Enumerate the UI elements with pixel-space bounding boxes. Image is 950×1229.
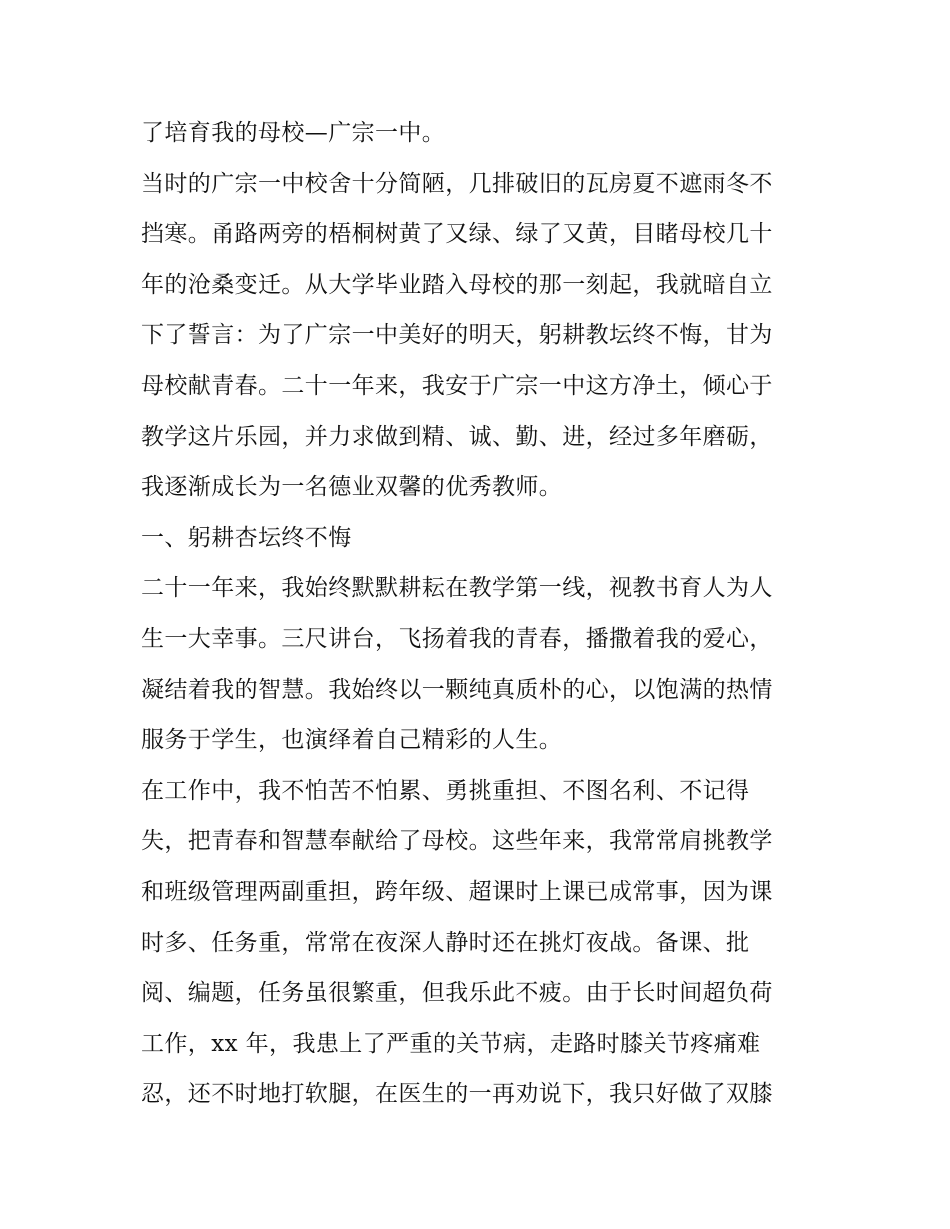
text-line: 生一大幸事。三尺讲台，飞扬着我的青春，播撒着我的爱心， (141, 625, 773, 652)
text-line: 失，把青春和智慧奉献给了母校。这些年来，我常常肩挑教学 (141, 828, 773, 855)
text-line: 教学这片乐园，并力求做到精、诚、勤、进，经过多年磨砺， (141, 423, 773, 450)
text-line: 和班级管理两副重担，跨年级、超课时上课已成常事，因为课 (141, 878, 773, 905)
text-line: 服务于学生，也演绎着自己精彩的人生。 (141, 727, 563, 754)
text-line: 时多、任务重，常常在夜深人静时还在挑灯夜战。备课、批 (141, 929, 750, 956)
text-line: 工作，xx 年，我患上了严重的关节病，走路时膝关节疼痛难 (141, 1030, 761, 1057)
section-heading: 一、躬耕杏坛终不悔 (141, 524, 352, 551)
text-line: 二十一年来，我始终默默耕耘在教学第一线，视教书育人为人 (141, 575, 773, 602)
text-line: 下了誓言：为了广宗一中美好的明天，躬耕教坛终不悔，甘为 (141, 322, 773, 349)
text-line: 母校献青春。二十一年来，我安于广宗一中这方净土，倾心于 (141, 372, 773, 399)
text-line: 当时的广宗一中校舍十分简陋，几排破旧的瓦房夏不遮雨冬不 (141, 170, 773, 197)
text-line: 阅、编题，任务虽很繁重，但我乐此不疲。由于长时间超负荷 (141, 980, 773, 1007)
text-line: 忍，还不时地打软腿，在医生的一再劝说下，我只好做了双膝 (141, 1081, 773, 1108)
text-line: 在工作中，我不怕苦不怕累、勇挑重担、不图名利、不记得 (141, 777, 750, 804)
text-line: 年的沧桑变迁。从大学毕业踏入母校的那一刻起，我就暗自立 (141, 271, 773, 298)
text-line: 了培育我的母校—广宗一中。 (141, 120, 446, 146)
text-line: 挡寒。甬路两旁的梧桐树黄了又绿、绿了又黄，目睹母校几十 (141, 221, 773, 248)
text-line: 凝结着我的智慧。我始终以一颗纯真质朴的心，以饱满的热情 (141, 676, 773, 703)
document-body (141, 108, 821, 1120)
text-line: 我逐渐成长为一名德业双馨的优秀教师。 (141, 474, 563, 501)
